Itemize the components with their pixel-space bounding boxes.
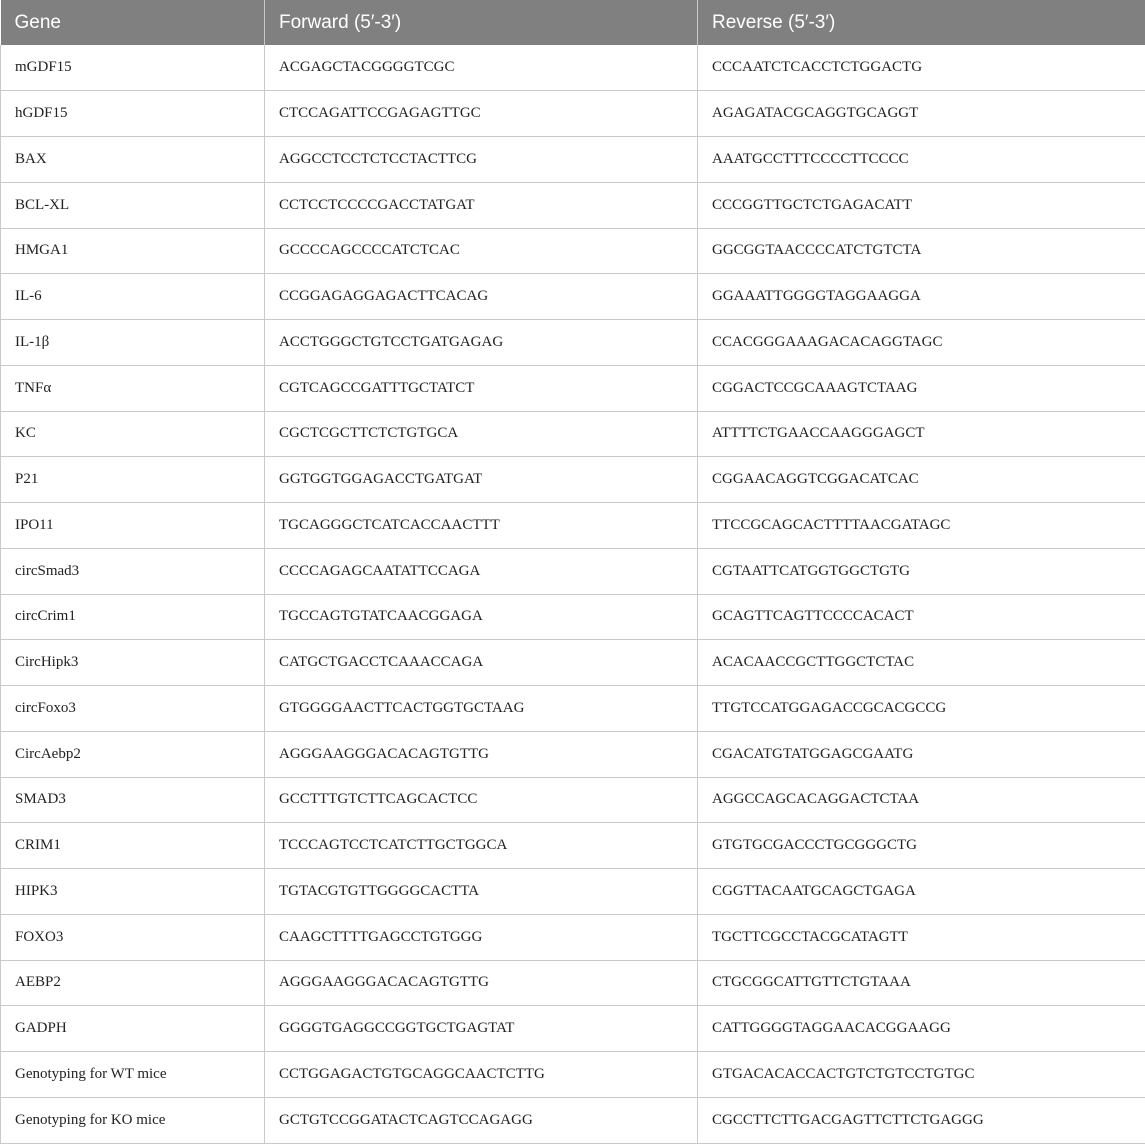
forward-primer-cell: GCTGTCCGGATACTCAGTCCAGAGG [265, 1097, 698, 1143]
forward-primer-cell: GGTGGTGGAGACCTGATGAT [265, 457, 698, 503]
gene-cell: CRIM1 [1, 823, 265, 869]
forward-primer-cell: CCCCAGAGCAATATTCCAGA [265, 548, 698, 594]
gene-cell: AEBP2 [1, 960, 265, 1006]
forward-primer-cell: GTGGGGAACTTCACTGGTGCTAAG [265, 686, 698, 732]
table-row [1, 960, 1145, 1006]
table-row [1, 411, 1145, 457]
gene-cell: IL-1β [1, 320, 265, 366]
gene-cell: HIPK3 [1, 869, 265, 915]
table-row [1, 457, 1145, 503]
gene-cell: Genotyping for KO mice [1, 1097, 265, 1143]
table-row [1, 777, 1145, 823]
gene-cell: P21 [1, 457, 265, 503]
gene-cell: HMGA1 [1, 228, 265, 274]
forward-primer-cell: AGGCCTCCTCTCCTACTTCG [265, 137, 698, 183]
forward-primer-cell: ACGAGCTACGGGGTCGC [265, 45, 698, 91]
reverse-primer-cell: AGGCCAGCACAGGACTCTAA [698, 777, 1145, 823]
table-header [1, 0, 1145, 45]
gene-cell: hGDF15 [1, 91, 265, 137]
gene-cell: IPO11 [1, 503, 265, 549]
gene-cell: FOXO3 [1, 914, 265, 960]
reverse-primer-cell: ACACAACCGCTTGGCTCTAC [698, 640, 1145, 686]
gene-cell: IL-6 [1, 274, 265, 320]
forward-primer-cell: TGCCAGTGTATCAACGGAGA [265, 594, 698, 640]
table-row [1, 548, 1145, 594]
reverse-primer-cell: CCCAATCTCACCTCTGGACTG [698, 45, 1145, 91]
table-row [1, 182, 1145, 228]
forward-primer-cell: CGCTCGCTTCTCTGTGCA [265, 411, 698, 457]
gene-cell: mGDF15 [1, 45, 265, 91]
reverse-primer-cell: CCACGGGAAAGACACAGGTAGC [698, 320, 1145, 366]
gene-cell: KC [1, 411, 265, 457]
reverse-primer-cell: GGCGGTAACCCCATCTGTCTA [698, 228, 1145, 274]
reverse-primer-cell: TGCTTCGCCTACGCATAGTT [698, 914, 1145, 960]
forward-primer-cell: CATGCTGACCTCAAACCAGA [265, 640, 698, 686]
table-row [1, 1097, 1145, 1143]
table-row [1, 320, 1145, 366]
gene-cell: circCrim1 [1, 594, 265, 640]
table-row [1, 228, 1145, 274]
gene-cell: CircAebp2 [1, 731, 265, 777]
header-row [1, 0, 1145, 45]
table-body [1, 45, 1145, 1143]
forward-primer-cell: ACCTGGGCTGTCCTGATGAGAG [265, 320, 698, 366]
forward-primer-cell: AGGGAAGGGACACAGTGTTG [265, 731, 698, 777]
table-row [1, 274, 1145, 320]
table-row [1, 640, 1145, 686]
gene-cell: circFoxo3 [1, 686, 265, 732]
gene-cell: circSmad3 [1, 548, 265, 594]
reverse-primer-cell: ATTTTCTGAACCAAGGGAGCT [698, 411, 1145, 457]
table-row [1, 594, 1145, 640]
header-gene: Gene [1, 0, 265, 45]
reverse-primer-cell: GCAGTTCAGTTCCCCACACT [698, 594, 1145, 640]
table-row [1, 503, 1145, 549]
forward-primer-cell: TGCAGGGCTCATCACCAACTTT [265, 503, 698, 549]
gene-cell: SMAD3 [1, 777, 265, 823]
forward-primer-cell: CAAGCTTTTGAGCCTGTGGG [265, 914, 698, 960]
table-row [1, 365, 1145, 411]
reverse-primer-cell: GGAAATTGGGGTAGGAAGGA [698, 274, 1145, 320]
reverse-primer-cell: CGTAATTCATGGTGGCTGTG [698, 548, 1145, 594]
header-reverse: Reverse (5′-3′) [698, 0, 1145, 45]
reverse-primer-cell: AAATGCCTTTCCCCTTCCCC [698, 137, 1145, 183]
forward-primer-cell: CGTCAGCCGATTTGCTATCT [265, 365, 698, 411]
reverse-primer-cell: CGACATGTATGGAGCGAATG [698, 731, 1145, 777]
reverse-primer-cell: CGCCTTCTTGACGAGTTCTTCTGAGGG [698, 1097, 1145, 1143]
forward-primer-cell: TCCCAGTCCTCATCTTGCTGGCA [265, 823, 698, 869]
table-row [1, 869, 1145, 915]
header-forward: Forward (5′-3′) [265, 0, 698, 45]
gene-cell: CircHipk3 [1, 640, 265, 686]
forward-primer-cell: AGGGAAGGGACACAGTGTTG [265, 960, 698, 1006]
table-row [1, 823, 1145, 869]
reverse-primer-cell: TTCCGCAGCACTTTTAACGATAGC [698, 503, 1145, 549]
forward-primer-cell: TGTACGTGTTGGGGCACTTA [265, 869, 698, 915]
table-row [1, 914, 1145, 960]
gene-cell: Genotyping for WT mice [1, 1052, 265, 1098]
gene-cell: BAX [1, 137, 265, 183]
table-row [1, 1052, 1145, 1098]
table-row [1, 686, 1145, 732]
reverse-primer-cell: CGGACTCCGCAAAGTCTAAG [698, 365, 1145, 411]
forward-primer-cell: CCGGAGAGGAGACTTCACAG [265, 274, 698, 320]
reverse-primer-cell: AGAGATACGCAGGTGCAGGT [698, 91, 1145, 137]
reverse-primer-cell: GTGACACACCACTGTCTGTCCTGTGC [698, 1052, 1145, 1098]
forward-primer-cell: GGGGTGAGGCCGGTGCTGAGTAT [265, 1006, 698, 1052]
reverse-primer-cell: CGGAACAGGTCGGACATCAC [698, 457, 1145, 503]
reverse-primer-cell: GTGTGCGACCCTGCGGGCTG [698, 823, 1145, 869]
reverse-primer-cell: CGGTTACAATGCAGCTGAGA [698, 869, 1145, 915]
forward-primer-cell: GCCTTTGTCTTCAGCACTCC [265, 777, 698, 823]
reverse-primer-cell: CTGCGGCATTGTTCTGTAAA [698, 960, 1145, 1006]
table-row [1, 1006, 1145, 1052]
forward-primer-cell: CCTGGAGACTGTGCAGGCAACTCTTG [265, 1052, 698, 1098]
reverse-primer-cell: TTGTCCATGGAGACCGCACGCCG [698, 686, 1145, 732]
table-row [1, 731, 1145, 777]
forward-primer-cell: CTCCAGATTCCGAGAGTTGC [265, 91, 698, 137]
table-row [1, 45, 1145, 91]
reverse-primer-cell: CATTGGGGTAGGAACACGGAAGG [698, 1006, 1145, 1052]
gene-cell: TNFα [1, 365, 265, 411]
table-row [1, 137, 1145, 183]
gene-cell: GADPH [1, 1006, 265, 1052]
forward-primer-cell: GCCCCAGCCCCATCTCAC [265, 228, 698, 274]
table-row [1, 91, 1145, 137]
gene-cell: BCL-XL [1, 182, 265, 228]
forward-primer-cell: CCTCCTCCCCGACCTATGAT [265, 182, 698, 228]
reverse-primer-cell: CCCGGTTGCTCTGAGACATT [698, 182, 1145, 228]
